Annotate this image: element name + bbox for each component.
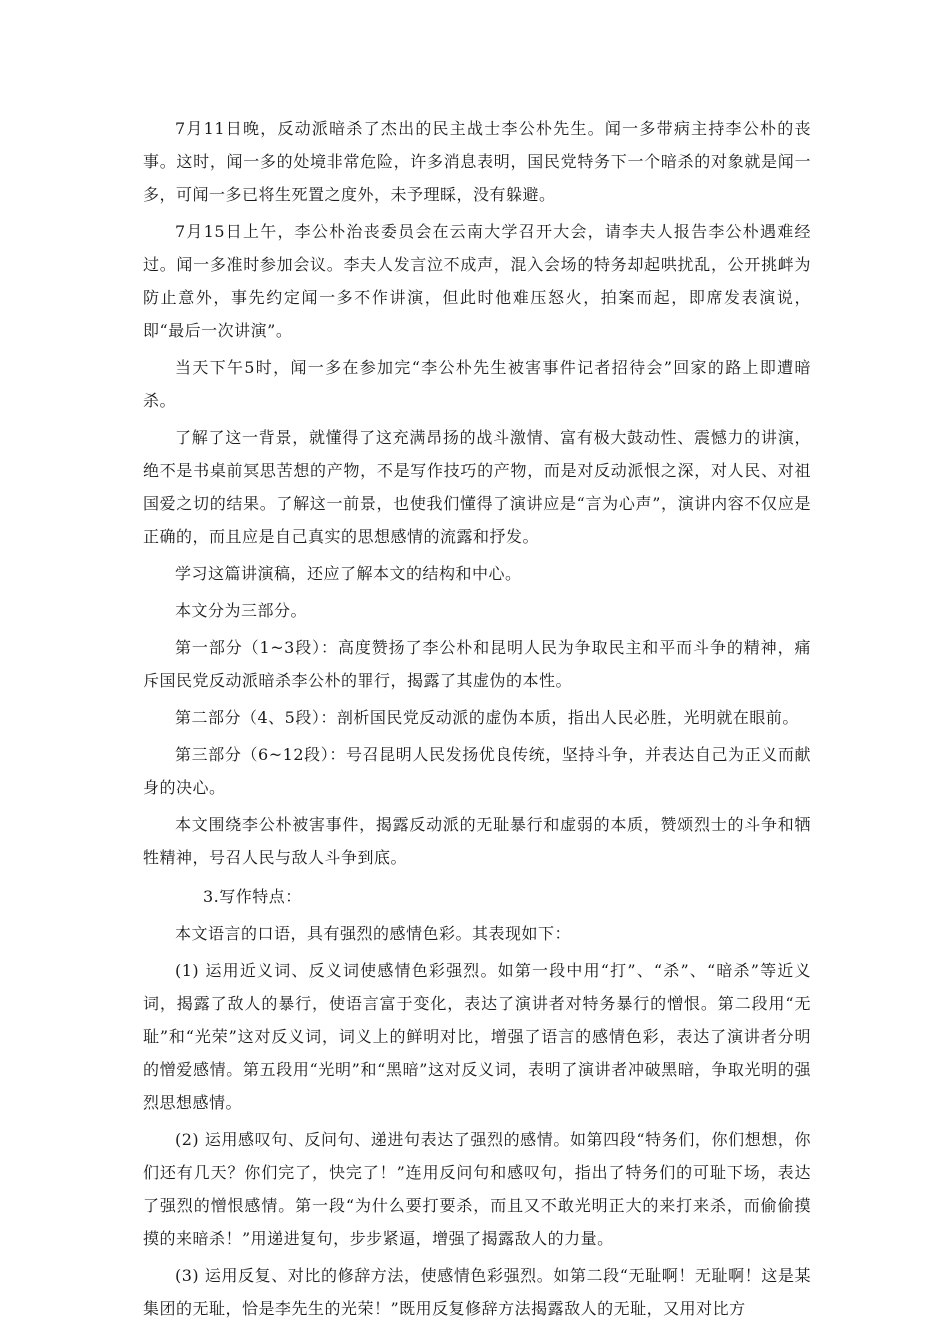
paragraph-structure-intro: 学习这篇讲演稿，还应了解本文的结构和中心。 [175, 564, 522, 583]
paragraph-wen-yiduo-assassinated: 当天下午5时，闻一多在参加完“李公朴先生被害事件记者招待会”回家的路上即遭暗杀。 [143, 358, 811, 410]
paragraph-memorial-meeting: 7月15日上午，李公朴治丧委员会在云南大学召开大会，请李夫人报告李公朴遇难经过。闻一多准时参加会议。李夫人发言泣不成声，混入会场的特务却起哄扰乱，公开挑衅为防止意外，事先约定闻一多不作讲演，但此时他难压怒火，拍案而起，即席发表演说，即“最后一次讲演”。 [143, 222, 811, 340]
paragraph-feature-repetition-contrast: (3) 运用反复、对比的修辞方法，使感情色彩强烈。如第二段“无耻啊！无耻啊！这是某集团的无耻，恰是李先生的光荣！”既用反复修辞方法揭露敌人的无耻，又用对比方 [143, 1266, 811, 1318]
paragraph-part-three: 第三部分（6~12段）：号召昆明人民发扬优良传统，坚持斗争，并表达自己为正义而献身的决心。 [143, 745, 811, 797]
paragraph-background-meaning: 了解了这一背景，就懂得了这充满昂扬的战斗激情、富有极大鼓动性、震憾力的讲演，绝不是书桌前冥思苦想的产物，不是写作技巧的产物，而是对反动派恨之深，对人民、对祖国爱之切的结果。了解这一前景，也使我们懂得了演讲应是“言为心声”，演讲内容不仅应是正确的，而且应是自己真实的思想感情的流露和抒发。 [143, 428, 811, 546]
paragraph-part-two: 第二部分（4、5段）：剖析国民党反动派的虚伪本质，指出人民必胜，光明就在眼前。 [175, 708, 799, 727]
paragraph-central-idea: 本文围绕李公朴被害事件，揭露反动派的无耻暴行和虚弱的本质，赞颂烈士的斗争和牺牲精神，号召人民与敌人斗争到底。 [143, 815, 811, 867]
paragraph-feature-synonyms-antonyms: (1) 运用近义词、反义词使感情色彩强烈。如第一段中用“打”、“杀”、“暗杀”等近义词，揭露了敌人的暴行，使语言富于变化，表达了演讲者对特务暴行的憎恨。第二段用“无耻”和“光荣”这对反义词，词义上的鲜明对比，增强了语言的感情色彩，表达了演讲者分明的憎爱感情。第五段用“光明”和“黑暗”这对反义词，表明了演讲者冲破黑暗，争取光明的强烈思想感情。 [143, 961, 811, 1112]
section-heading-writing-features: 3.写作特点： [203, 887, 302, 906]
paragraph-part-one: 第一部分（1~3段）：高度赞扬了李公朴和昆明人民为争取民主和平而斗争的精神，痛斥国民党反动派暗杀李公朴的罪行，揭露了其虚伪的本性。 [143, 638, 811, 690]
paragraph-three-parts: 本文分为三部分。 [175, 601, 308, 620]
paragraph-li-gongpu-assassination: 7月11日晚，反动派暗杀了杰出的民主战士李公朴先生。闻一多带病主持李公朴的丧事。这时，闻一多的处境非常危险，许多消息表明，国民党特务下一个暗杀的对象就是闻一多，可闻一多已将生死置之度外，未予理睬，没有躲避。 [143, 119, 811, 204]
paragraph-language-features: 本文语言的口语，具有强烈的感情色彩。其表现如下： [175, 924, 572, 943]
document-body [143, 112, 811, 1325]
paragraph-feature-exclamation-rhetorical: (2) 运用感叹句、反问句、递进句表达了强烈的感情。如第四段“特务们，你们想想，你们还有几天？你们完了，快完了！”连用反问句和感叹句，指出了特务们的可耻下场，表达了强烈的憎恨感情。第一段“为什么要打要杀，而且又不敢光明正大的来打来杀，而偷偷摸摸的来暗杀！”用递进复句，步步紧逼，增强了揭露敌人的力量。 [143, 1130, 811, 1248]
